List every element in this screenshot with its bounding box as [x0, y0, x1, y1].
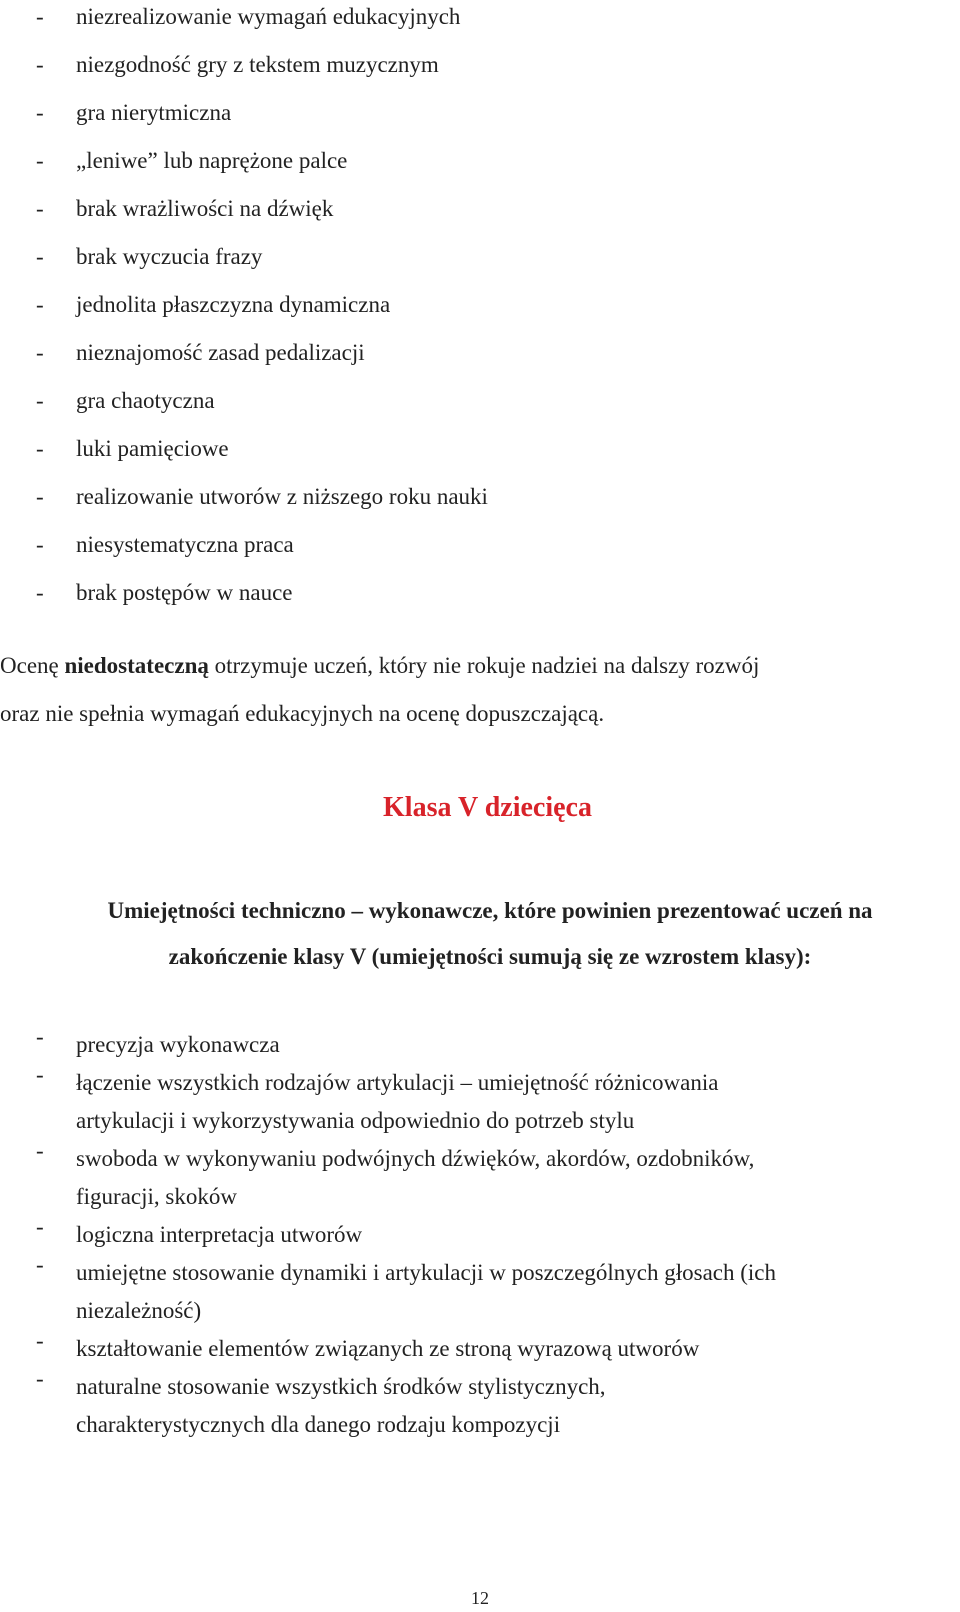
list-item-text: niesystematyczna praca	[76, 532, 294, 557]
list-item-text: umiejętne stosowanie dynamiki i artykulacji w poszczególnych głosach (ich	[76, 1260, 777, 1285]
list-item-text: brak wrażliwości na dźwięk	[76, 196, 334, 221]
list-item	[0, 242, 960, 290]
bullet-dash: -	[36, 52, 44, 77]
bullet-dash: -	[36, 100, 44, 125]
list-item	[0, 290, 960, 338]
list-item-text: jednolita płaszczyzna dynamiczna	[76, 292, 391, 317]
list-item-text: logiczna interpretacja utworów	[76, 1222, 363, 1247]
list-item	[0, 1250, 956, 1334]
bullet-dash: -	[36, 4, 44, 29]
list-item	[0, 50, 960, 98]
list-item-text: gra nierytmiczna	[76, 100, 232, 125]
bullet-dash: -	[36, 388, 44, 413]
paragraph-text: otrzymuje uczeń, który nie rokuje nadziei na dalszy rozwój	[208, 653, 760, 678]
list-item-text: charakterystycznych dla danego rodzaju kompozycji	[76, 1412, 561, 1437]
list-item	[0, 578, 960, 626]
list-item	[0, 146, 960, 194]
bullet-dash: -	[36, 580, 44, 605]
skills-list	[0, 1024, 960, 1448]
list-item	[0, 530, 960, 578]
bullet-dash: -	[36, 484, 44, 509]
list-item-text: gra chaotyczna	[76, 388, 215, 413]
list-item	[0, 482, 960, 530]
bullet-dash: -	[36, 292, 44, 317]
list-item	[0, 1364, 956, 1448]
list-item-text: „leniwe” lub naprężone palce	[76, 148, 348, 173]
bullet-dash: -	[36, 1328, 44, 1353]
list-item-text: luki pamięciowe	[76, 436, 229, 461]
list-item-text: brak wyczucia frazy	[76, 244, 263, 269]
bullet-dash: -	[36, 1062, 44, 1087]
bullet-dash: -	[36, 436, 44, 461]
list-item-text: precyzja wykonawcza	[76, 1032, 280, 1057]
list-item	[0, 1060, 956, 1144]
bullet-dash: -	[36, 244, 44, 269]
list-item	[0, 338, 960, 386]
subheading-line-1: Umiejętności techniczno – wykonawcze, które powinien prezentować uczeń na	[107, 898, 873, 923]
bullet-dash: -	[36, 148, 44, 173]
list-item-text: realizowanie utworów z niższego roku nauki	[76, 484, 488, 509]
list-item-text: brak postępów w nauce	[76, 580, 293, 605]
bullet-dash: -	[36, 1252, 44, 1277]
bullet-dash: -	[36, 532, 44, 557]
grade-paragraph	[0, 642, 955, 738]
list-item	[0, 194, 960, 242]
list-item-text: niezależność)	[76, 1298, 202, 1323]
list-item	[0, 434, 960, 482]
page-number: 12	[471, 1588, 489, 1608]
bullet-dash: -	[36, 1366, 44, 1391]
deficiency-list	[0, 2, 960, 626]
list-item-text: nieznajomość zasad pedalizacji	[76, 340, 365, 365]
list-item-text: niezrealizowanie wymagań edukacyjnych	[76, 4, 461, 29]
list-item-text: naturalne stosowanie wszystkich środków stylistycznych,	[76, 1374, 606, 1399]
list-item	[0, 386, 960, 434]
list-item	[0, 1136, 956, 1220]
list-item-text: kształtowanie elementów związanych ze stroną wyrazową utworów	[76, 1336, 700, 1361]
list-item-text: niezgodność gry z tekstem muzycznym	[76, 52, 439, 77]
section-subheading	[20, 888, 960, 980]
bullet-dash: -	[36, 1024, 44, 1049]
bullet-dash: -	[36, 340, 44, 365]
list-item-text: figuracji, skoków	[76, 1184, 237, 1209]
paragraph-line-1	[0, 642, 955, 690]
list-item-text: łączenie wszystkich rodzajów artykulacji – umiejętność różnicowania	[76, 1070, 719, 1095]
subheading-line-2: zakończenie klasy V (umiejętności sumują się ze wzrostem klasy):	[168, 944, 812, 969]
grade-name: niedostateczną	[64, 653, 209, 678]
list-item	[0, 2, 960, 50]
list-item-text: swoboda w wykonywaniu podwójnych dźwięków, akordów, ozdobników,	[76, 1146, 755, 1171]
paragraph-text: Ocenę	[0, 653, 65, 678]
section-heading: Klasa V dziecięca	[383, 792, 592, 823]
bullet-dash: -	[36, 1214, 44, 1239]
bullet-dash: -	[36, 196, 44, 221]
paragraph-line-2: oraz nie spełnia wymagań edukacyjnych na ocenę dopuszczającą.	[0, 701, 605, 726]
list-item	[0, 98, 960, 146]
list-item-text: artykulacji i wykorzystywania odpowiednio do potrzeb stylu	[76, 1108, 635, 1133]
bullet-dash: -	[36, 1138, 44, 1163]
